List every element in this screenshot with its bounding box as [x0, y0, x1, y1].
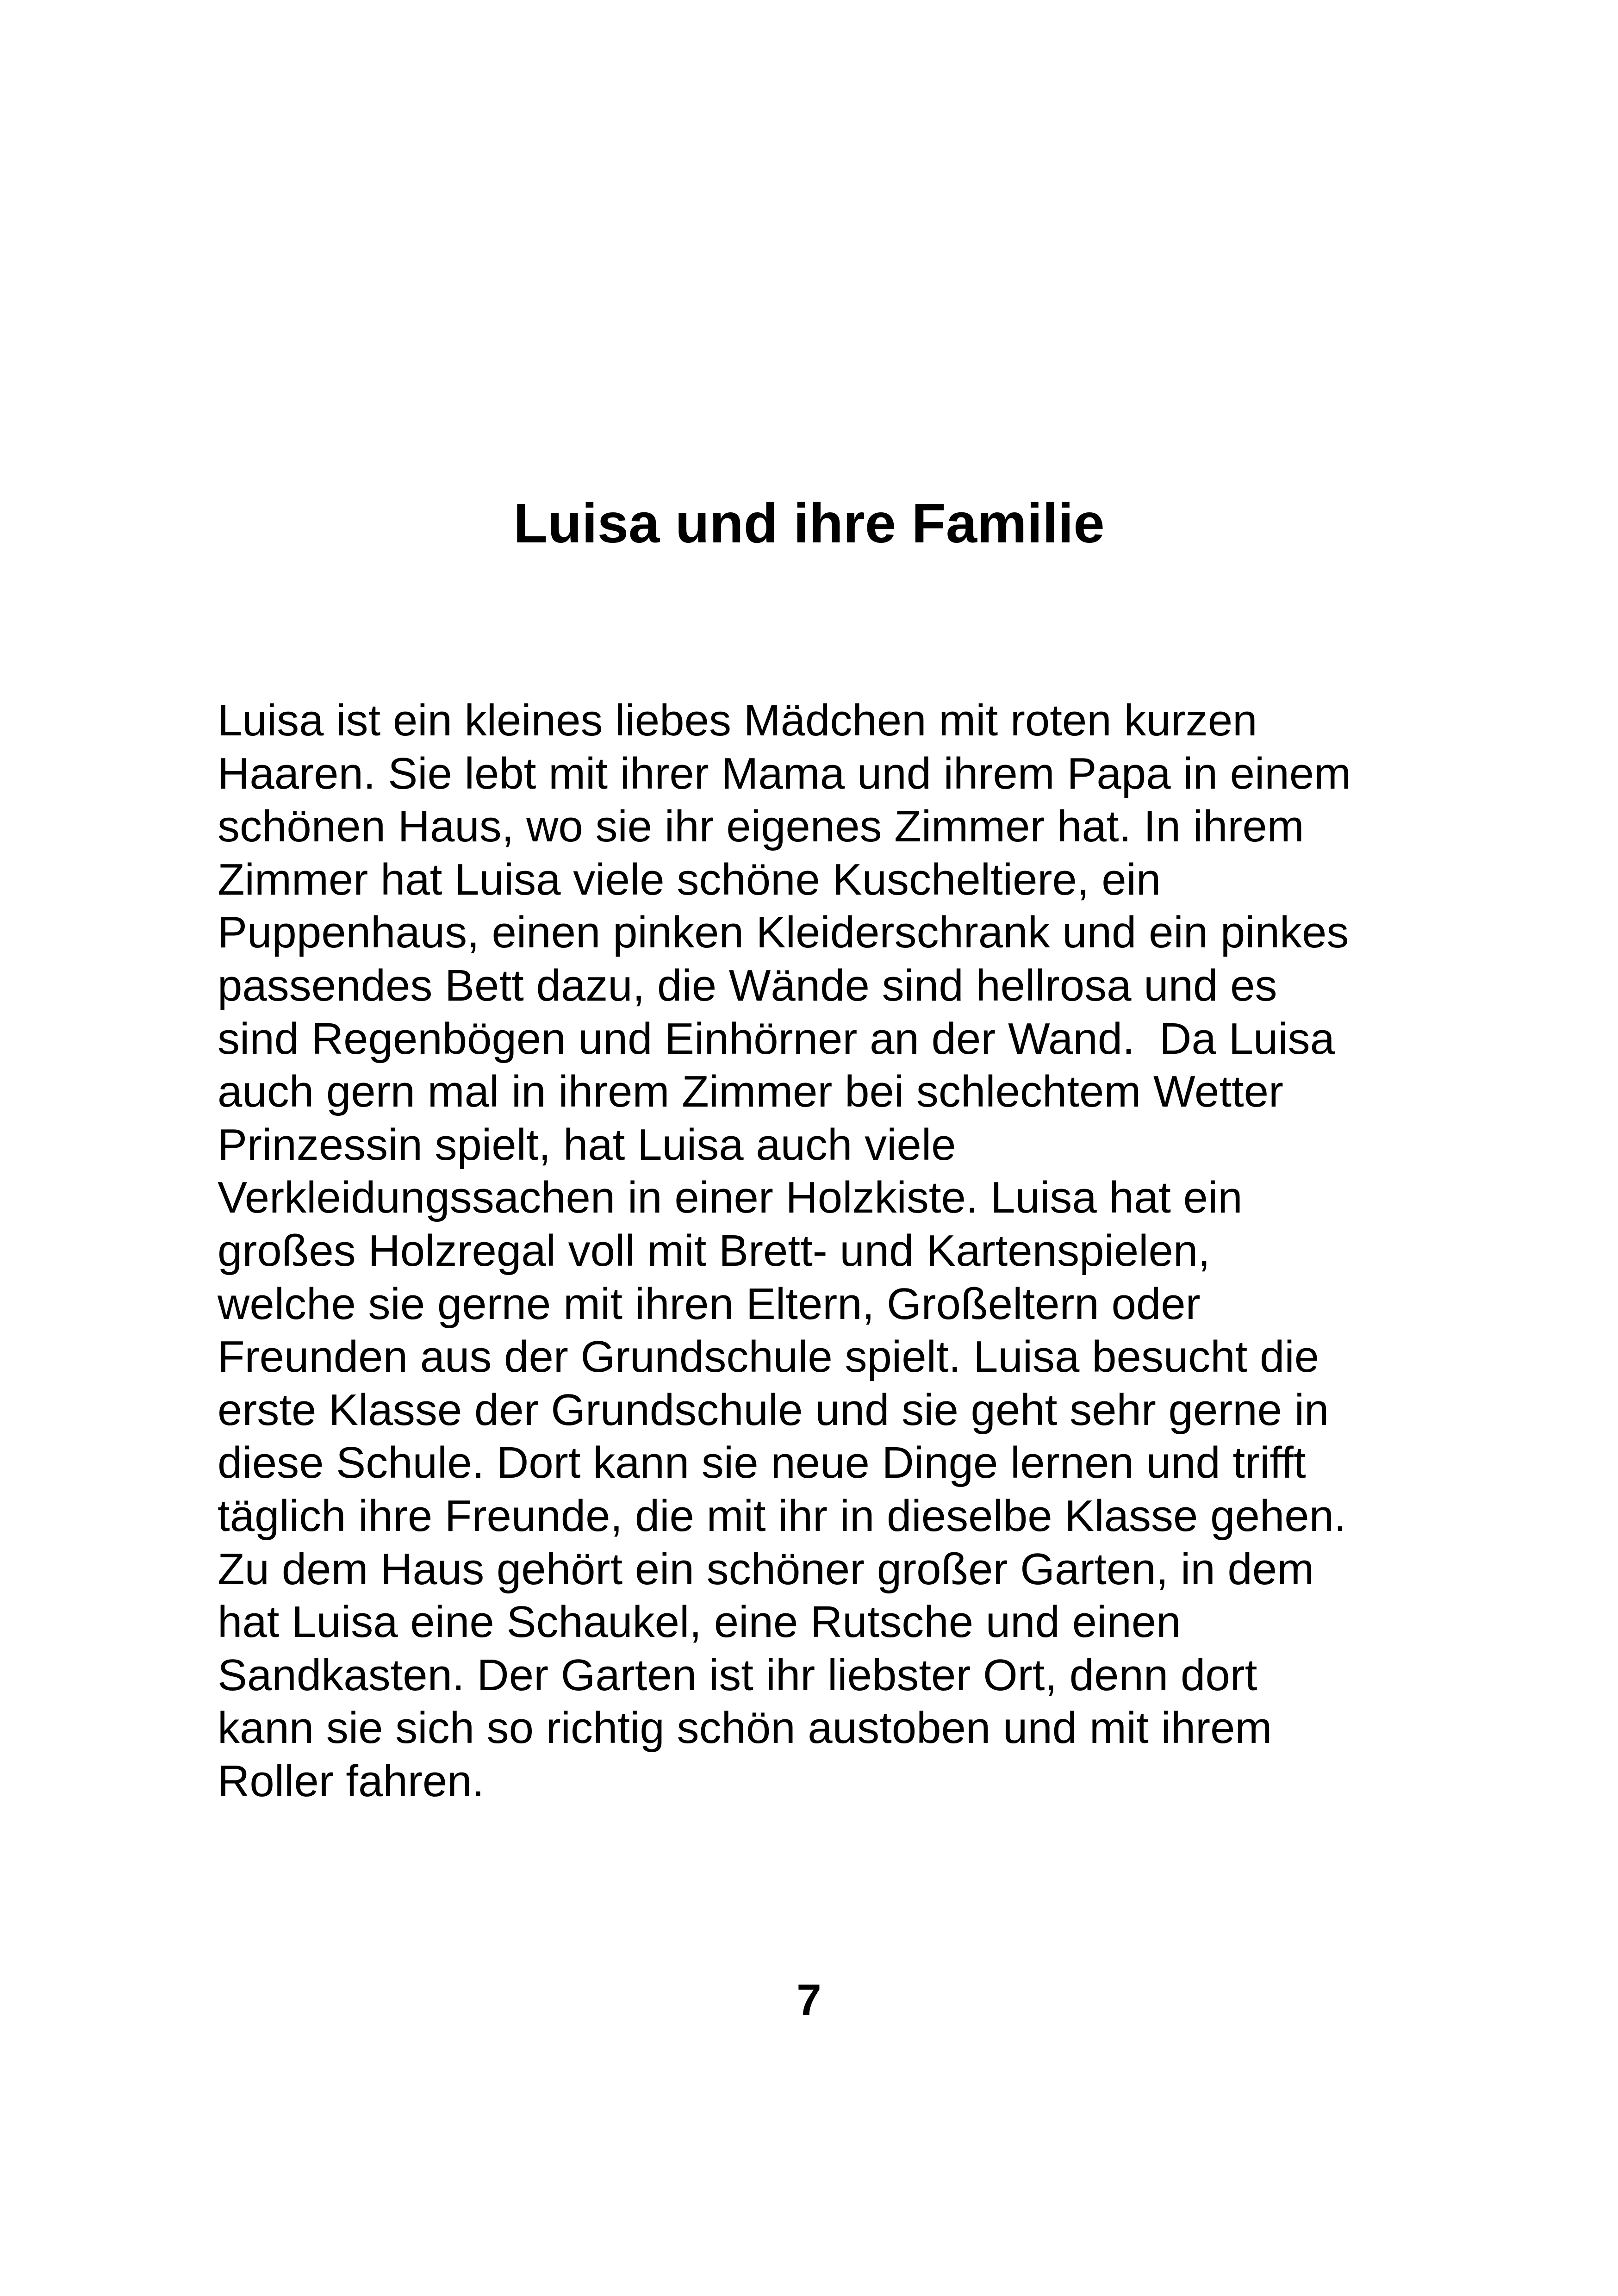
paragraph-line: Zimmer hat Luisa viele schöne Kuscheltiere, ein: [218, 854, 1161, 904]
paragraph-line: auch gern mal in ihrem Zimmer bei schlechtem Wetter: [218, 1067, 1284, 1117]
paragraph-line: täglich ihre Freunde, die mit ihr in dieselbe Klasse gehen.: [218, 1491, 1346, 1541]
paragraph-line: Sandkasten. Der Garten ist ihr liebster Ort, denn dort: [218, 1650, 1257, 1700]
paragraph-line: welche sie gerne mit ihren Eltern, Großeltern oder: [218, 1279, 1201, 1329]
paragraph-line: großes Holzregal voll mit Brett- und Kartenspielen,: [218, 1226, 1210, 1276]
paragraph-line: Puppenhaus, einen pinken Kleiderschrank und ein pinkes: [218, 908, 1349, 958]
paragraph-line: passendes Bett dazu, die Wände sind hellrosa und es: [218, 960, 1277, 1010]
paragraph-line: schönen Haus, wo sie ihr eigenes Zimmer hat. In ihrem: [218, 802, 1304, 852]
paragraph-line: erste Klasse der Grundschule und sie geht sehr gerne in: [218, 1385, 1329, 1435]
paragraph-line: Freunden aus der Grundschule spielt. Luisa besucht die: [218, 1332, 1319, 1382]
paragraph-line: Roller fahren.: [218, 1756, 485, 1806]
paragraph-line: Prinzessin spielt, hat Luisa auch viele: [218, 1120, 956, 1170]
paragraph-line: hat Luisa eine Schaukel, eine Rutsche und einen: [218, 1597, 1181, 1647]
paragraph-line: Haaren. Sie lebt mit ihrer Mama und ihrem Papa in einem: [218, 748, 1351, 798]
paragraph-line: Verkleidungssachen in einer Holzkiste. Luisa hat ein: [218, 1173, 1243, 1223]
paragraph-line: kann sie sich so richtig schön austoben und mit ihrem: [218, 1703, 1272, 1753]
page-number: 7: [797, 1975, 821, 2025]
paragraph-line: Luisa ist ein kleines liebes Mädchen mit roten kurzen: [218, 696, 1257, 745]
paragraph-line: sind Regenbögen und Einhörner an der Wand. Da Luisa: [218, 1014, 1335, 1064]
paragraph-line: Zu dem Haus gehört ein schöner großer Garten, in dem: [218, 1544, 1314, 1594]
body-paragraph: [218, 694, 1560, 1808]
paragraph-line: diese Schule. Dort kann sie neue Dinge lernen und trifft: [218, 1438, 1306, 1488]
page-title: Luisa und ihre Familie: [513, 492, 1105, 554]
